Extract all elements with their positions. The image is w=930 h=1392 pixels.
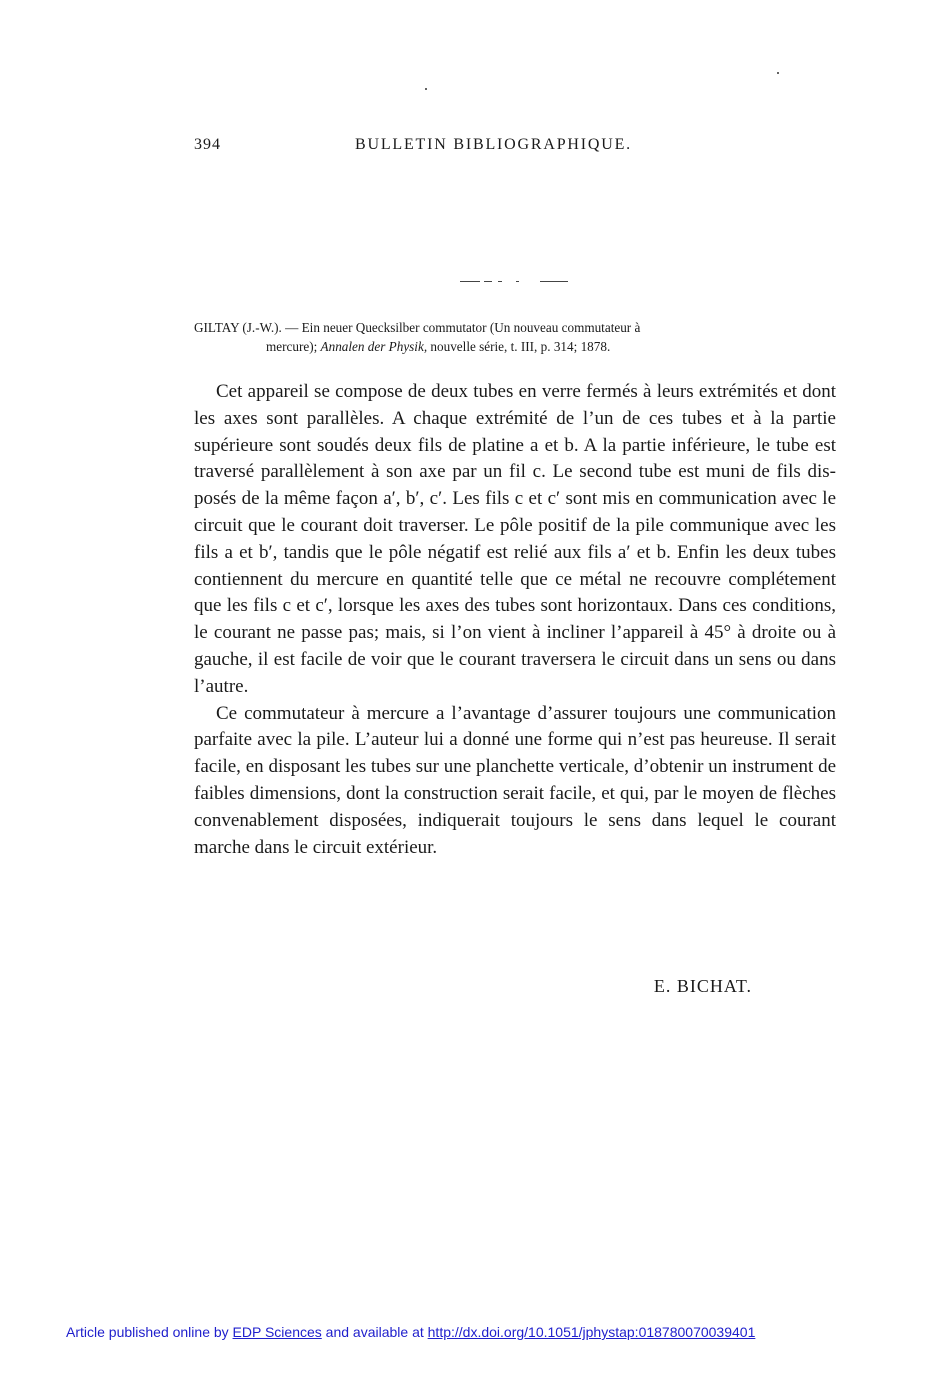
section-separator xyxy=(460,281,568,283)
citation-text: mercure); xyxy=(266,339,321,354)
bibliographic-citation xyxy=(194,318,836,356)
publisher-link[interactable]: EDP Sciences xyxy=(232,1324,322,1340)
doi-link[interactable]: http://dx.doi.org/10.1051/jphystap:018780070039401 xyxy=(427,1324,756,1340)
paragraph: Ce commutateur à mercure a l’avantage d’assurer toujours une communication parfaite avec la pile. L’auteur lui a donné une forme qui n’est pas heureuse. Il serait facile, en disposant les tubes sur une planchette verticale, d’obtenir un instrument de faibles dimensions, dont la construction serait facile, et qui, par le moyen de flèches convenablement disposées, indiquerait toujours le sens dans lequel le courant marche dans le circuit extérieur. xyxy=(194,702,836,858)
footer-text: Article published online by xyxy=(66,1324,233,1340)
footer-text: and available at xyxy=(321,1324,428,1340)
scan-speck xyxy=(777,72,779,74)
running-title: BULLETIN BIBLIOGRAPHIQUE. xyxy=(355,136,632,153)
publication-footer xyxy=(66,1324,866,1340)
citation-line xyxy=(194,337,836,356)
citation-line: GILTAY (J.-W.). — Ein neuer Quecksilber commutator (Un nouveau commutateur à xyxy=(194,320,641,335)
paragraph: Cet appareil se compose de deux tubes en verre fermés à leurs extrémités et dont les axes sont parallèles. A chaque extrémité de l’un de ces tubes et à la partie supérieure sont soudés deux fils de platine a et b. A la partie inférieure, le tube est traversé parallèlement à son axe par un fil c. Le second tube est muni de fils disposés de la même façon a′, b′, c′. Les fils c et c′ sont mis en communication avec le circuit que le courant doit traverser. Le pôle positif de la pile communique avec les fils a et b′, tandis que le pôle négatif est relié aux fils a′ et b. Enfin les deux tubes contiennent du mercure en quantité telle que ce métal ne recouvre complétement que les fils c et c′, lorsque les axes des tubes sont horizontaux. Dans ces conditions, le courant ne passe pas; mais, si l’on vient à incliner l’appareil à 45° à droite ou à gauche, il est facile de voir que le courant traversera le circuit dans un sens ou dans l’autre. xyxy=(194,381,836,697)
scan-speck xyxy=(425,88,427,90)
page-header xyxy=(194,136,644,158)
page-number: 394 xyxy=(194,136,221,153)
citation-text: nouvelle série, t. III, p. 314; 1878. xyxy=(427,339,611,354)
journal-title: Annalen der Physik, xyxy=(320,339,428,354)
author-signature: E. BICHAT. xyxy=(653,976,752,996)
article-body xyxy=(194,379,836,861)
